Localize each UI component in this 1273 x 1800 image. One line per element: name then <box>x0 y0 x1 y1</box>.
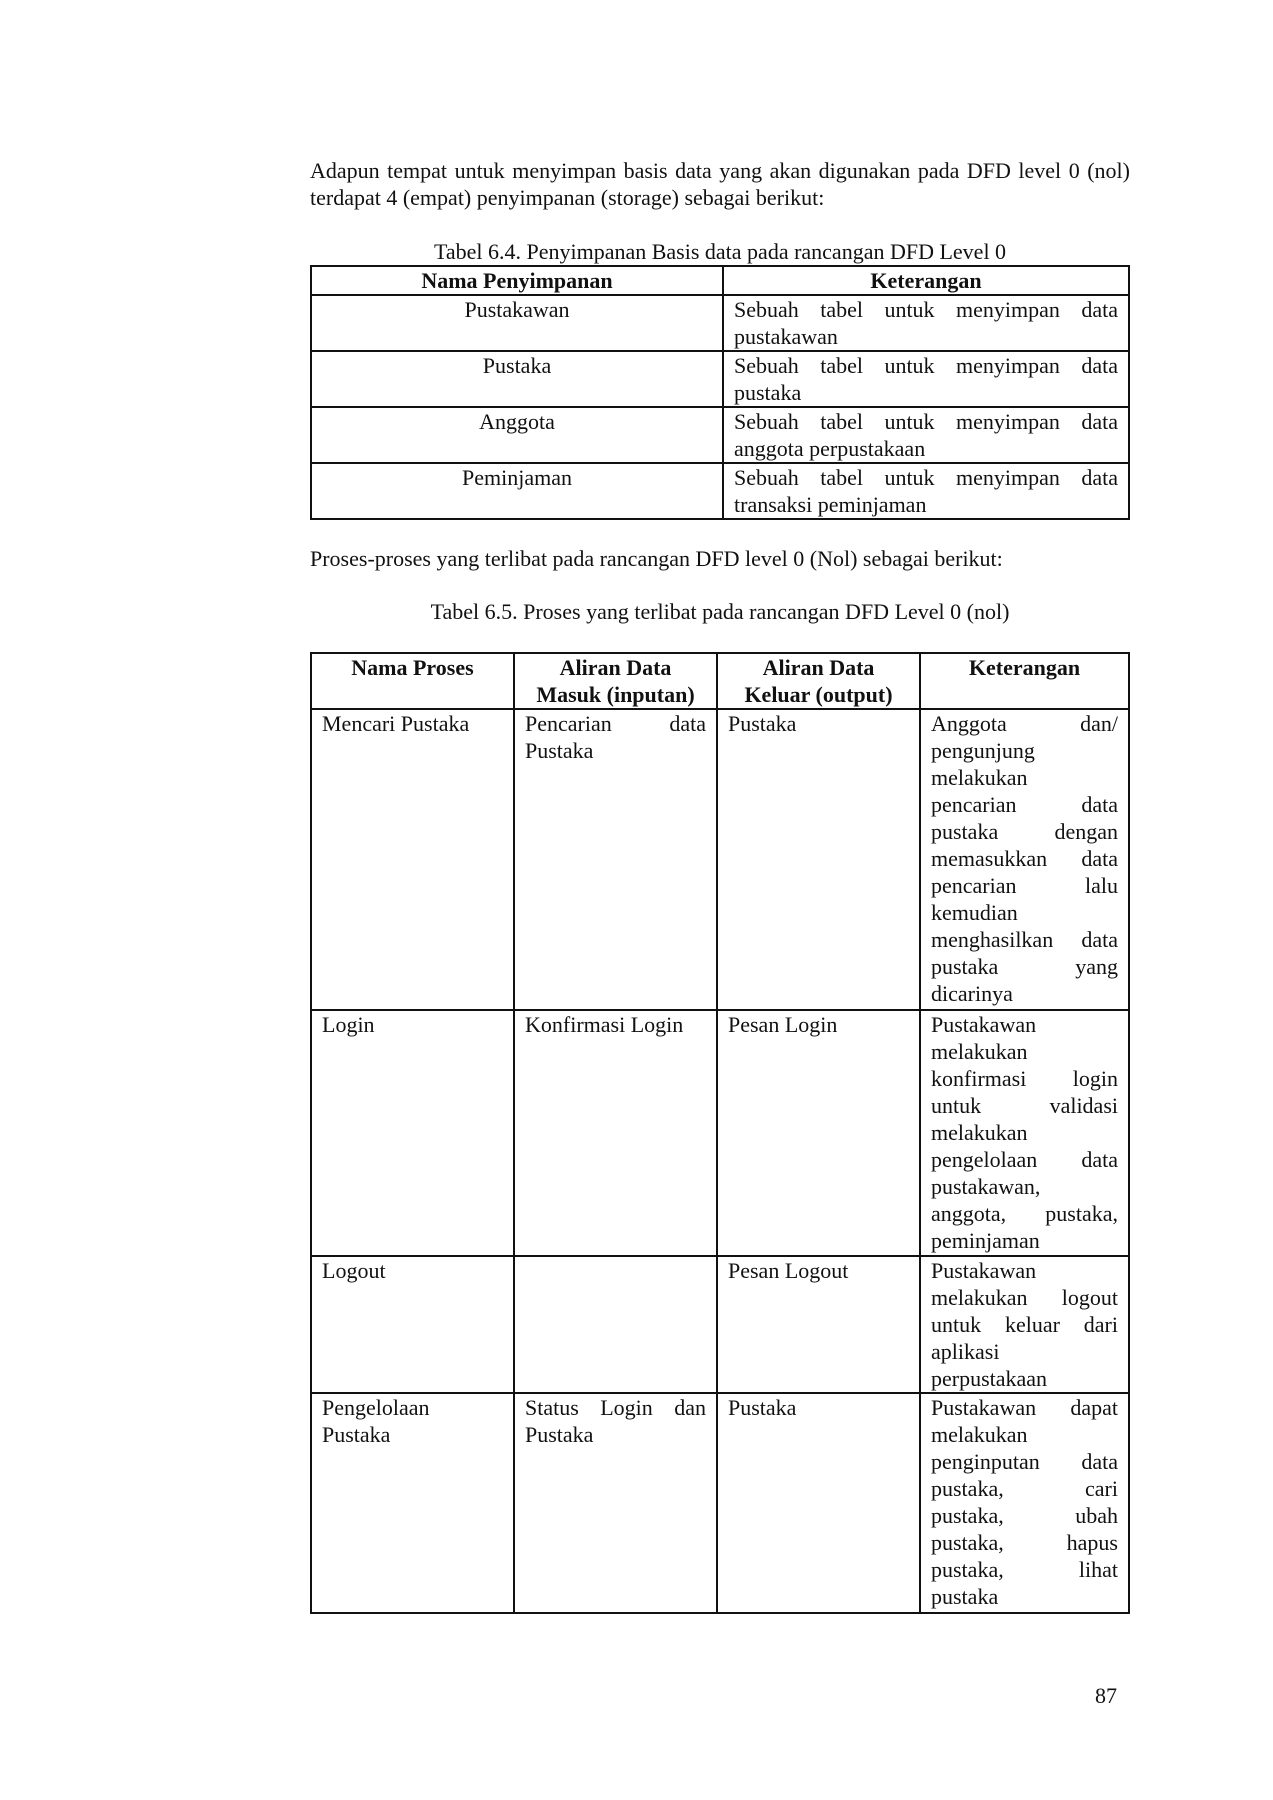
process-description: Pustakawan melakukan logout untuk keluar dari aplikasi perpustakaan <box>920 1256 1129 1393</box>
table-row <box>311 407 1129 463</box>
table2-caption: Tabel 6.5. Proses yang terlibat pada rancangan DFD Level 0 (nol) <box>430 599 1010 624</box>
process-output: Pesan Logout <box>717 1256 920 1393</box>
process-description: Pustakawan dapat melakukan penginputan data pustaka, cari pustaka, ubah pustaka, hapus pustaka, lihat pustaka <box>920 1393 1129 1613</box>
process-name: Logout <box>311 1256 514 1393</box>
column-header: Keterangan <box>723 266 1129 295</box>
storage-name: Pustakawan <box>311 295 723 351</box>
storage-table <box>310 265 1130 520</box>
table-header-row <box>311 266 1129 295</box>
storage-description: Sebuah tabel untuk menyimpan data anggota perpustakaan <box>723 407 1129 463</box>
table-row <box>311 463 1129 519</box>
column-header: Aliran Data Keluar (output) <box>717 653 920 709</box>
process-input: Pencarian data Pustaka <box>514 709 717 1010</box>
table-row <box>311 1393 1129 1613</box>
process-name: Mencari Pustaka <box>311 709 514 1010</box>
intro-paragraph: Adapun tempat untuk menyimpan basis data yang akan digunakan pada DFD level 0 (nol) terdapat 4 (empat) penyimpanan (storage) sebagai berikut: <box>310 158 1130 210</box>
process-output: Pustaka <box>717 1393 920 1613</box>
table-header-row <box>311 653 1129 709</box>
process-name: Login <box>311 1010 514 1256</box>
process-description: Pustakawan melakukan konfirmasi login untuk validasi melakukan pengelolaan data pustakawan, anggota, pustaka, peminjaman <box>920 1010 1129 1256</box>
process-input <box>514 1256 717 1393</box>
process-output: Pustaka <box>717 709 920 1010</box>
storage-description: Sebuah tabel untuk menyimpan data pustakawan <box>723 295 1129 351</box>
page-number: 87 <box>1095 1683 1117 1708</box>
column-header: Keterangan <box>920 653 1129 709</box>
table-row <box>311 351 1129 407</box>
storage-description: Sebuah tabel untuk menyimpan data transaksi peminjaman <box>723 463 1129 519</box>
column-header: Nama Proses <box>311 653 514 709</box>
table-row <box>311 1256 1129 1393</box>
process-input: Status Login dan Pustaka <box>514 1393 717 1613</box>
process-table <box>310 652 1130 1614</box>
storage-name: Peminjaman <box>311 463 723 519</box>
process-name: Pengelolaan Pustaka <box>311 1393 514 1613</box>
process-input: Konfirmasi Login <box>514 1010 717 1256</box>
table1-caption: Tabel 6.4. Penyimpanan Basis data pada rancangan DFD Level 0 <box>433 239 1007 264</box>
process-paragraph: Proses-proses yang terlibat pada rancangan DFD level 0 (Nol) sebagai berikut: <box>310 546 1003 571</box>
storage-name: Pustaka <box>311 351 723 407</box>
column-header: Nama Penyimpanan <box>311 266 723 295</box>
table-row <box>311 1010 1129 1256</box>
process-description: Anggota dan/ pengunjung melakukan pencarian data pustaka dengan memasukkan data pencarian lalu kemudian menghasilkan data pustaka yang dicarinya <box>920 709 1129 1010</box>
process-output: Pesan Login <box>717 1010 920 1256</box>
storage-name: Anggota <box>311 407 723 463</box>
column-header: Aliran Data Masuk (inputan) <box>514 653 717 709</box>
storage-description: Sebuah tabel untuk menyimpan data pustaka <box>723 351 1129 407</box>
table-row <box>311 709 1129 1010</box>
table-row <box>311 295 1129 351</box>
